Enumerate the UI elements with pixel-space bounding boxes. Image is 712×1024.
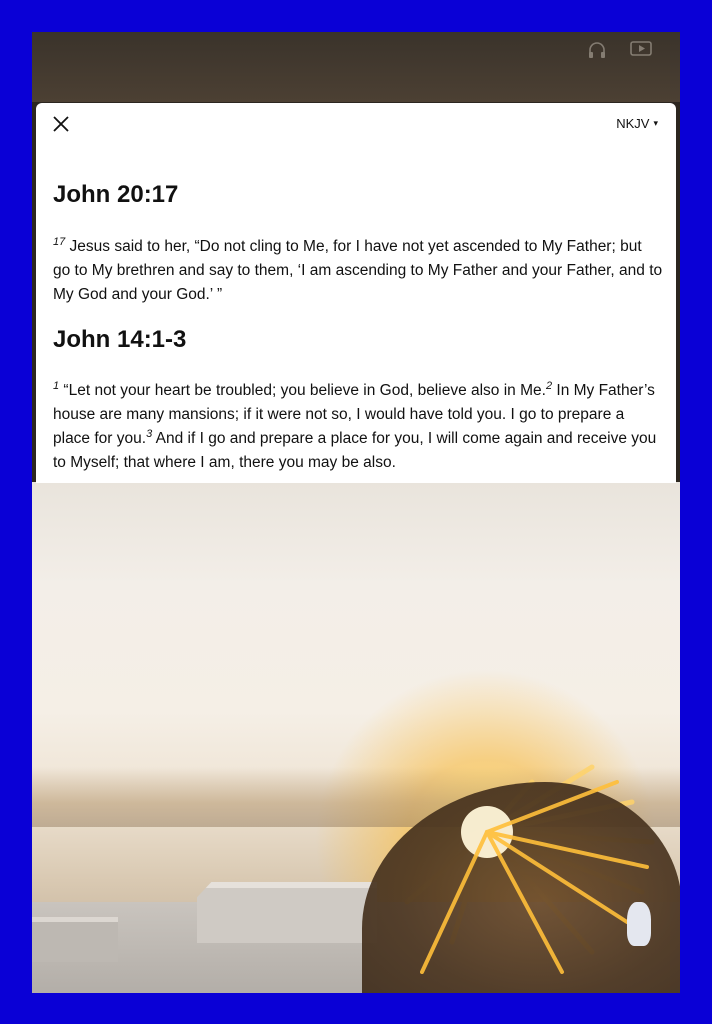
chevron-down-icon: ▾ — [653, 118, 658, 128]
verse-number: 17 — [53, 235, 66, 248]
verse-number: 1 — [53, 379, 60, 392]
version-label: NKJV — [616, 116, 650, 131]
passage-text — [53, 379, 663, 475]
devotional-background-photo — [32, 482, 680, 993]
passage-reference: John 14:1-3 — [53, 326, 187, 353]
app-header-dimmed — [32, 32, 680, 102]
passage-reference: John 20:17 — [53, 181, 179, 208]
verse-text: “Let not your heart be troubled; you believe in God, believe also in Me. — [59, 382, 546, 399]
sun-rays-foreground — [32, 482, 680, 993]
close-icon[interactable] — [50, 113, 72, 135]
passage-text — [53, 235, 663, 307]
verse-text: Jesus said to her, “Do not cling to Me, for I have not yet ascended to My Father; but go to My brethren and say to them, ‘I am ascending to My Father and your Father, and to My God and your God.’ ” — [53, 238, 663, 303]
verse-text: And if I go and prepare a place for you, I will come again and receive you to Myself; that where I am, there you may be also. — [53, 430, 657, 471]
raised-hand — [627, 902, 651, 946]
version-selector[interactable] — [616, 116, 658, 131]
video-icon[interactable] — [630, 40, 652, 58]
verse-popup-modal — [36, 103, 676, 483]
verse-number: 2 — [545, 379, 553, 392]
verse-text: In My Father’s house are many mansions; if it were not so, I would have told you. I go to prepare a place for you. — [53, 382, 655, 447]
headphones-icon[interactable] — [587, 40, 607, 60]
verse-number: 3 — [146, 427, 153, 440]
